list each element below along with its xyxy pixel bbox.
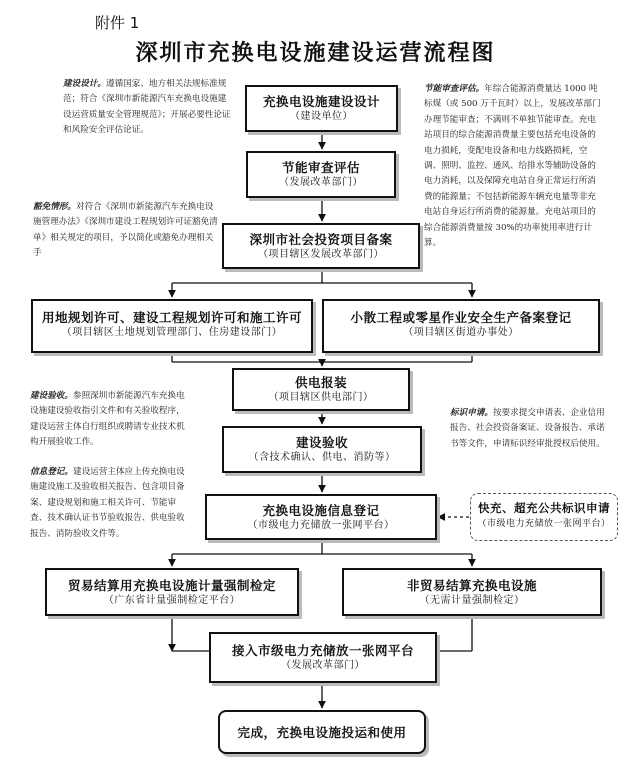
note-info-label: 信息登记。 [30,467,73,477]
note-energy-label: 节能审查评估。 [424,84,485,94]
step-nontrade [342,568,602,616]
step-project-filing [222,223,420,269]
step-fastcharge-sign-sub: （市级电力充储放一张网平台） [477,519,611,529]
note-sign-application [450,406,610,452]
step-complete-title: 完成，充换电设施投运和使用 [237,725,407,740]
step-design [245,85,398,132]
step-connect-platform [209,632,437,683]
step-info-registration-sub: （市级电力充储放一张网平台） [247,520,395,531]
step-fastcharge-sign [470,493,618,541]
step-power-application-sub: （项目辖区供电部门） [268,392,374,403]
step-project-filing-sub: （项目辖区发展改革部门） [258,249,384,260]
note-exempt-text: 对符合《深圳市新能源汽车充换电设施管理办法》《深圳市建设工程规划许可证豁免清单》相关规定的项目，予以简化或豁免办理相关手 [33,202,218,259]
step-acceptance [222,426,422,473]
step-energy-review-sub: （发展改革部门） [279,177,363,188]
page-title: 深圳市充换电设施建设运营流程图 [135,41,496,66]
note-energy [424,82,604,251]
step-trade-metering [45,568,299,616]
note-acceptance-text: 参照深圳市新能源汽车充换电设施建设验收指引文件和有关验收程序，建设运营主体自行组织或聘请专业技术机构开展验收工作。 [30,391,185,448]
note-acceptance [30,389,186,451]
step-trade-metering-sub: （广东省计量强制检定平台） [103,595,241,606]
note-exempt [33,200,219,262]
note-energy-text: 年综合能源消费量达 1000 吨标煤（或 500 万千瓦时）以上，发展改革部门办理节能审查；不满则不单独节能审查。充电站项目的综合能源消费量主要包括充电设备的电力损耗，变配电设备和电力线路损耗，空调、照明、监控、通风、给排水等辅助设备的电力消耗，以及保障充电站自身正常运行所消费的能源量；不包括新能源车辆充电量等非充电站自身运行所消费的能源量。充电站项目的综合能源消费量按 30%的功率使用率进行计算。 [424,84,601,249]
step-planning-permit-sub: （项目辖区土地规划管理部门、住房建设部门） [61,327,283,338]
step-info-registration [205,494,437,540]
step-energy-review [246,151,396,198]
note-exempt-label: 豁免情形。 [33,202,76,212]
step-complete [218,710,426,754]
step-acceptance-sub: （含技术确认、供电、消防等） [248,452,396,463]
note-sign-label: 标识申请。 [450,408,493,418]
step-connect-platform-title: 接入市级电力充储放一张网平台 [231,643,414,658]
step-design-sub: （建设单位） [290,111,353,122]
step-energy-review-title: 节能审查评估 [281,160,360,175]
step-small-work-title: 小散工程或零星作业安全生产备案登记 [350,310,572,325]
step-acceptance-title: 建设验收 [295,435,348,450]
step-info-registration-title: 充换电设施信息登记 [262,503,380,518]
note-info-registration [30,465,190,542]
step-nontrade-sub: （无需计量强制检定） [419,595,525,606]
step-power-application-title: 供电报装 [294,375,347,390]
note-sign-text: 按要求提交申请表、企业信用报告、社会投资备案证、设备报告、承诺书等文件，申请标识经审批授权后使用。 [450,408,605,449]
step-planning-permit [31,299,313,353]
attachment-label: 附件 1 [95,14,140,32]
step-small-work-sub: （项目辖区街道办事处） [403,327,519,338]
step-design-title: 充换电设施建设设计 [262,94,380,109]
step-fastcharge-sign-title: 快充、超充公共标识申请 [478,501,610,515]
step-project-filing-title: 深圳市社会投资项目备案 [249,232,393,247]
step-power-application [232,368,410,411]
step-connect-platform-sub: （发展改革部门） [281,660,365,671]
step-trade-metering-title: 贸易结算用充换电设施计量强制检定 [67,578,276,593]
step-nontrade-title: 非贸易结算充换电设施 [406,578,537,593]
note-acceptance-label: 建设验收。 [30,391,73,401]
note-info-text: 建设运营主体应上传充换电设施建设施工及验收相关报告、包含项目备案、建设规划和施工相关许可、节能审查、技术确认证书节验收报告、供电验收报告、消防验收文件等。 [30,467,185,539]
step-planning-permit-title: 用地规划许可、建设工程规划许可和施工许可 [41,310,302,325]
note-design-label: 建设设计。 [63,79,106,89]
note-design [63,77,233,139]
note-design-text: 遵循国家、地方相关法规标准规范；符合《深圳市新能源汽车充换电设施建设运营质量安全管理规范》；开展必要性论证和风险安全评估论证。 [63,79,231,136]
step-small-work-registration [322,299,600,353]
